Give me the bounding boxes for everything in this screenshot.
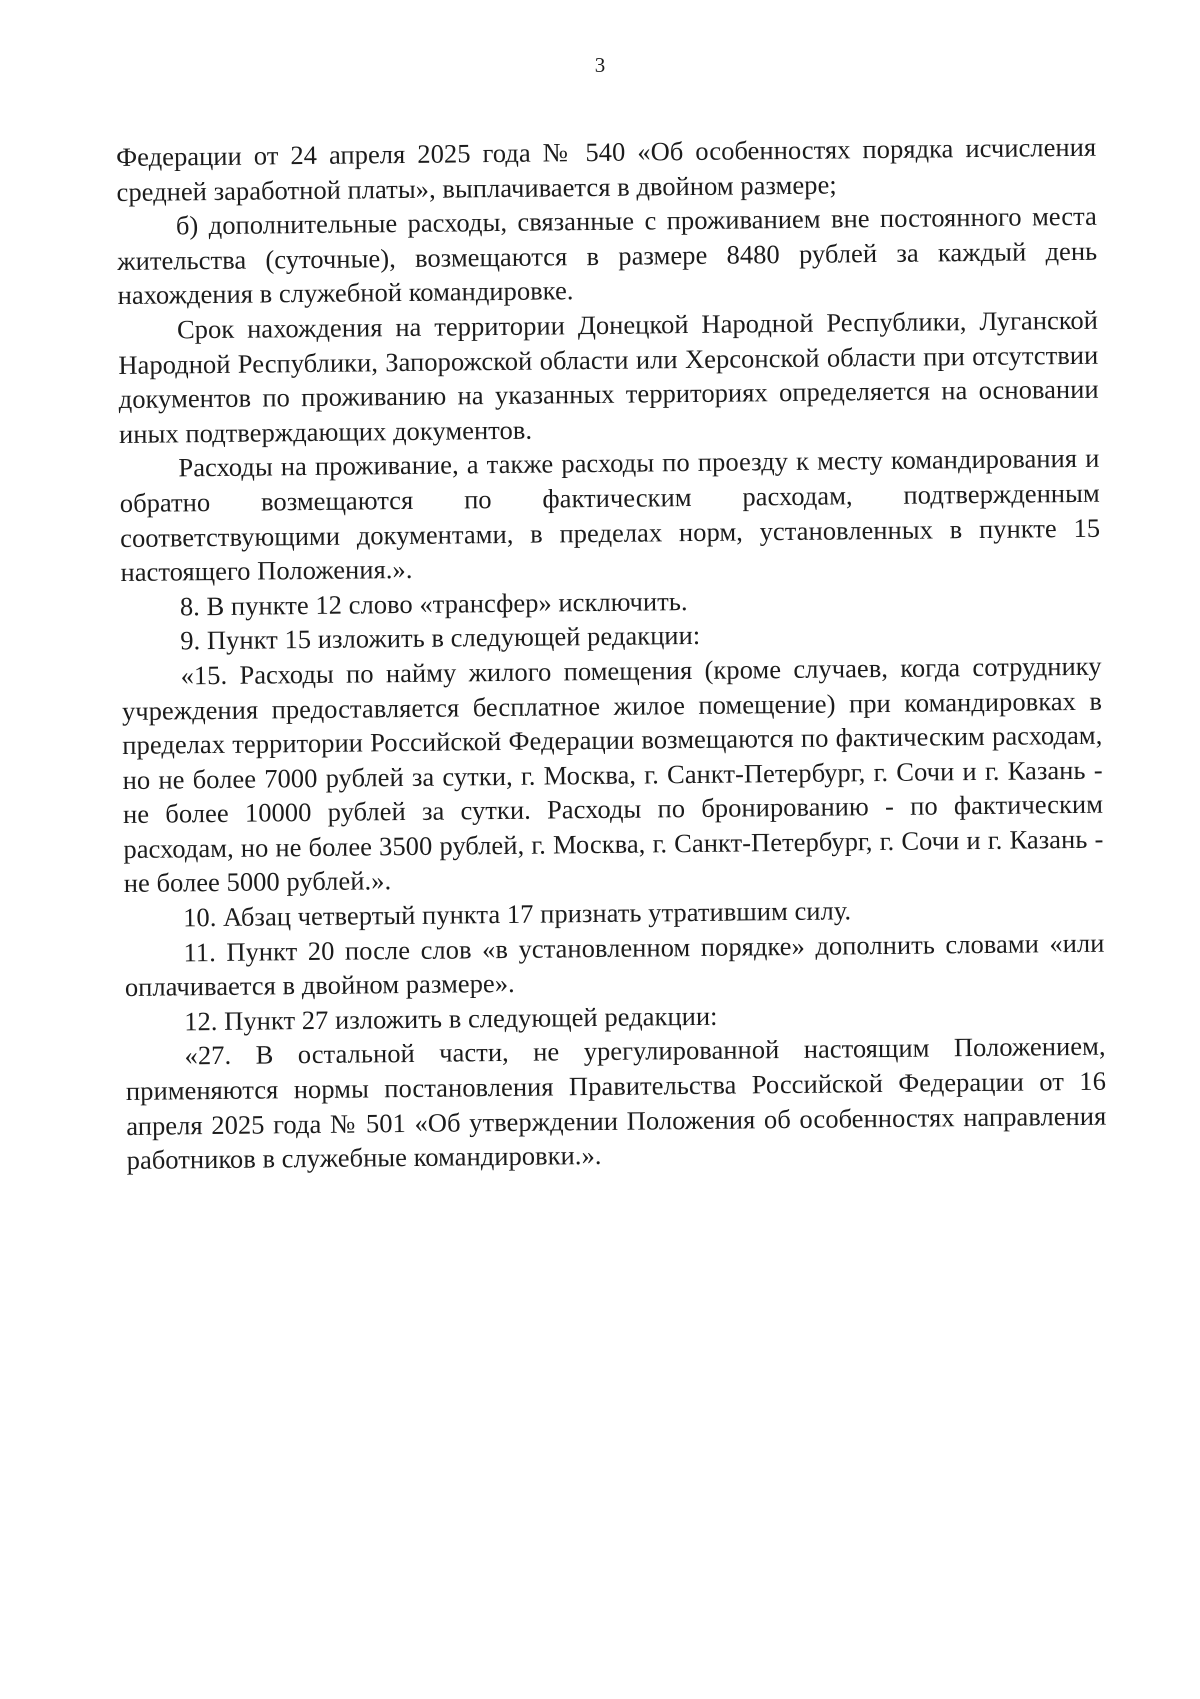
paragraph-stay-period: Срок нахождения на территории Донецкой Народной Республики, Луганской Народной Республики, Запорожской области или Херсонской области при отсутствии документов по проживанию на указанных территориях определяется на основании иных подтверждающих документов. <box>118 304 1099 449</box>
paragraph-item-10: 10. Абзац четвертый пункта 17 признать утратившим силу. <box>182 895 852 933</box>
paragraph-item-11: 11. Пункт 20 после слов «в установленном порядке» дополнить словами «или оплачивается в двойном размере». <box>124 927 1105 1003</box>
paragraph-item-8: 8. В пункте 12 слово «трансфер» исключить. <box>179 585 688 622</box>
paragraph-item-9: 9. Пункт 15 изложить в следующей редакции: <box>180 620 701 656</box>
page-number: 3 <box>594 53 606 77</box>
paragraph-continuation: Федерации от 24 апреля 2025 года № 540 «Об особенностях порядка исчисления средней заработной платы», выплачивается в двойном размере; <box>116 131 1097 207</box>
paragraph-clause-15: «15. Расходы по найму жилого помещения (кроме случаев, когда сотруднику учреждения предоставляется бесплатное жилое помещение) при командировках в пределах территории Российской Федерации возмещаются по фактическим расходам, но не более 7000 рублей за сутки, г. Москва, г. Санкт-Петербург, г. Сочи и г. Казань - не более 10000 рублей за сутки. Расходы по бронированию - по фактическим расходам, но не более 3500 рублей, г. Москва, г. Санкт-Петербург, г. Сочи и г. Казань - не более 5000 рублей.». <box>121 650 1104 899</box>
paragraph-item-12: 12. Пункт 27 изложить в следующей редакции: <box>184 1000 718 1037</box>
paragraph-item-b-daily-allowance: б) дополнительные расходы, связанные с проживанием вне постоянного места жительства (суточные), возмещаются в размере 8480 рублей за каждый день нахождения в служебной командировке. <box>117 200 1098 311</box>
paragraph-accommodation-travel-expenses: Расходы на проживание, а также расходы по проезду к месту командирования и обратно возмещаются по фактическим расходам, подтвержденным соответствующими документами, в пределах норм, установленных в пункте 15 настоящего Положения.». <box>119 443 1101 588</box>
paragraph-clause-27: «27. В остальной части, не урегулированной настоящим Положением, применяются нормы постановления Правительства Российской Федерации от 16 апреля 2025 года № 501 «Об утверждении Положения об особенностях направления работников в служебные командировки.». <box>125 1031 1107 1176</box>
document-body <box>116 130 1107 1178</box>
